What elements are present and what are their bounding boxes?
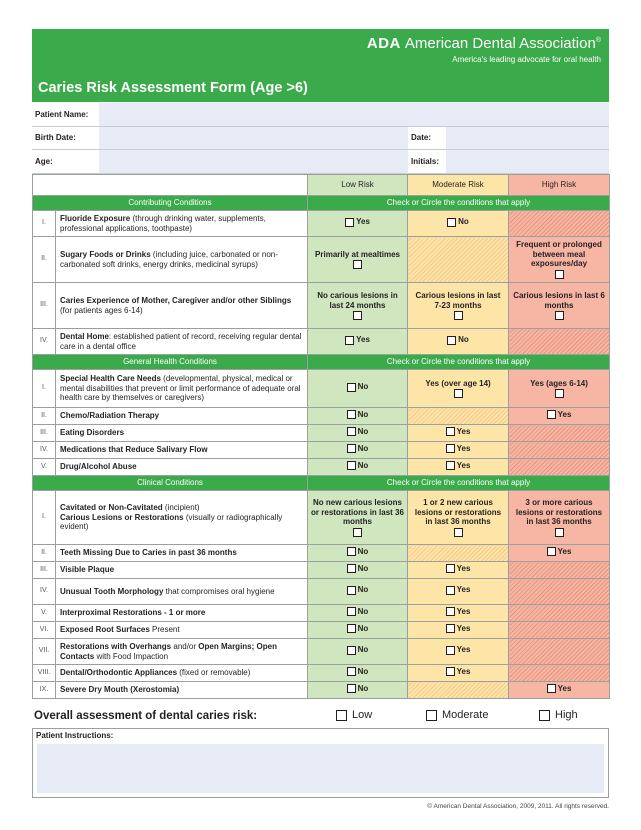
row-number: V. bbox=[33, 459, 56, 476]
condition-description: Teeth Missing Due to Caries in past 36 months bbox=[56, 545, 308, 562]
general-row-2-low-risk-cell[interactable] bbox=[308, 408, 408, 425]
clinical-row-8 bbox=[33, 665, 610, 682]
checkbox[interactable] bbox=[353, 528, 362, 537]
high-risk-option[interactable] bbox=[512, 498, 606, 537]
checkbox[interactable] bbox=[547, 547, 556, 556]
form-title: Caries Risk Assessment Form (Age >6) bbox=[38, 80, 308, 96]
clinical-row-5 bbox=[33, 605, 610, 622]
patient-instructions-field[interactable] bbox=[37, 744, 604, 793]
general-row-5 bbox=[33, 459, 610, 476]
checkbox[interactable] bbox=[347, 410, 356, 419]
low-risk-option[interactable] bbox=[311, 250, 404, 270]
contributing-row-4-low-risk-cell[interactable] bbox=[308, 329, 408, 355]
checkbox[interactable] bbox=[347, 624, 356, 633]
high-risk-option[interactable] bbox=[547, 684, 572, 694]
checkbox[interactable] bbox=[336, 710, 347, 721]
condition-description: Severe Dry Mouth (Xerostomia) bbox=[56, 682, 308, 699]
clinical-row-7-moderate-risk-cell[interactable] bbox=[408, 639, 509, 665]
moderate-risk-option[interactable] bbox=[446, 564, 471, 574]
option-label: No bbox=[357, 382, 369, 392]
date-label: Date: bbox=[411, 133, 432, 143]
checkbox[interactable] bbox=[446, 646, 455, 655]
general-row-5-moderate-risk-cell[interactable] bbox=[408, 459, 509, 476]
patient-name-field[interactable] bbox=[99, 103, 609, 126]
general-row-1-moderate-risk-cell[interactable] bbox=[408, 370, 509, 408]
section-title: Clinical Conditions bbox=[33, 476, 308, 491]
low-risk-header: Low Risk bbox=[308, 175, 408, 196]
checkbox[interactable] bbox=[446, 607, 455, 616]
clinical-row-5-high-risk-cell bbox=[509, 605, 610, 622]
low-risk-option[interactable] bbox=[347, 607, 369, 617]
clinical-row-3-high-risk-cell bbox=[509, 562, 610, 579]
option-label: Moderate bbox=[442, 709, 489, 721]
condition-description: Exposed Root Surfaces Present bbox=[56, 622, 308, 639]
clinical-row-2 bbox=[33, 545, 610, 562]
condition-description: Interproximal Restorations - 1 or more bbox=[56, 605, 308, 622]
row-number: IV. bbox=[33, 329, 56, 355]
option-label: No bbox=[357, 409, 369, 419]
contributing-row-2-low-risk-cell[interactable] bbox=[308, 237, 408, 283]
birth-date-field[interactable] bbox=[99, 127, 408, 150]
overall-moderate-option[interactable] bbox=[426, 709, 488, 721]
condition-description: Dental Home: established patient of record, receiving regular dental care in a dental office bbox=[56, 329, 308, 355]
row-number: V. bbox=[33, 605, 56, 622]
option-label: No bbox=[357, 623, 369, 633]
initials-field[interactable] bbox=[446, 150, 609, 173]
clinical-row-1-moderate-risk-cell[interactable] bbox=[408, 491, 509, 545]
checkbox[interactable] bbox=[446, 427, 455, 436]
row-number: I. bbox=[33, 370, 56, 408]
low-risk-option[interactable] bbox=[311, 291, 404, 321]
general-row-2 bbox=[33, 408, 610, 425]
row-number: IV. bbox=[33, 579, 56, 605]
option-label: Yes (over age 14) bbox=[425, 378, 491, 388]
moderate-risk-option[interactable] bbox=[411, 379, 505, 399]
copyright-notice: © American Dental Association, 2009, 2011. All rights reserved. bbox=[427, 803, 609, 810]
option-label: Yes bbox=[356, 217, 370, 227]
contributing-row-3-moderate-risk-cell[interactable] bbox=[408, 283, 509, 329]
low-risk-option[interactable] bbox=[347, 624, 369, 634]
section-instruction: Check or Circle the conditions that apply bbox=[308, 355, 610, 370]
clinical-row-6 bbox=[33, 622, 610, 639]
condition-description: Eating Disorders bbox=[56, 425, 308, 442]
option-label: 1 or 2 new carious lesions or restorations in last 36 months bbox=[414, 497, 502, 527]
checkbox[interactable] bbox=[454, 389, 463, 398]
general-row-1 bbox=[33, 370, 610, 408]
high-risk-option[interactable] bbox=[512, 379, 606, 399]
high-risk-option[interactable] bbox=[547, 410, 572, 420]
general-row-1-high-risk-cell[interactable] bbox=[509, 370, 610, 408]
general-row-5-low-risk-cell[interactable] bbox=[308, 459, 408, 476]
checkbox[interactable] bbox=[446, 624, 455, 633]
clinical-row-6-moderate-risk-cell[interactable] bbox=[408, 622, 509, 639]
clinical-row-6-high-risk-cell bbox=[509, 622, 610, 639]
option-label: Carious lesions in last 6 months bbox=[513, 290, 605, 310]
option-label: Yes bbox=[456, 606, 471, 616]
risk-column-headers bbox=[33, 175, 610, 196]
checkbox[interactable] bbox=[454, 311, 463, 320]
clinical-row-7-high-risk-cell bbox=[509, 639, 610, 665]
low-risk-option[interactable] bbox=[347, 547, 369, 557]
option-label: Yes bbox=[557, 546, 572, 556]
contributing-row-4-high-risk-cell bbox=[509, 329, 610, 355]
high-risk-option[interactable] bbox=[512, 291, 606, 321]
row-number: II. bbox=[33, 408, 56, 425]
general-row-3-low-risk-cell[interactable] bbox=[308, 425, 408, 442]
clinical-row-9-low-risk-cell[interactable] bbox=[308, 682, 408, 699]
condition-description: Unusual Tooth Morphology that compromises oral hygiene bbox=[56, 579, 308, 605]
option-label: No bbox=[357, 585, 369, 595]
moderate-risk-option[interactable] bbox=[447, 217, 469, 227]
condition-description: Chemo/Radiation Therapy bbox=[56, 408, 308, 425]
moderate-risk-option[interactable] bbox=[446, 585, 471, 595]
patient-instructions-box bbox=[32, 728, 609, 798]
general-row-4-high-risk-cell bbox=[509, 442, 610, 459]
option-label: No bbox=[357, 683, 369, 693]
clinical-row-8-moderate-risk-cell[interactable] bbox=[408, 665, 509, 682]
contributing-row-1-moderate-risk-cell[interactable] bbox=[408, 211, 509, 237]
clinical-row-5-moderate-risk-cell[interactable] bbox=[408, 605, 509, 622]
checkbox[interactable] bbox=[347, 586, 356, 595]
general-row-4-low-risk-cell[interactable] bbox=[308, 442, 408, 459]
contributing-row-3 bbox=[33, 283, 610, 329]
option-label: No bbox=[357, 666, 369, 676]
checkbox[interactable] bbox=[547, 684, 556, 693]
contributing-row-3-low-risk-cell[interactable] bbox=[308, 283, 408, 329]
org-abbreviation: ADA bbox=[366, 35, 401, 52]
option-label: Yes bbox=[456, 645, 471, 655]
moderate-risk-option[interactable] bbox=[411, 498, 505, 537]
contributing-row-1-low-risk-cell[interactable] bbox=[308, 211, 408, 237]
checkbox[interactable] bbox=[447, 336, 456, 345]
patient-info-section bbox=[32, 103, 609, 174]
checkbox[interactable] bbox=[347, 684, 356, 693]
clinical-row-7 bbox=[33, 639, 610, 665]
patient-name-row bbox=[32, 103, 609, 127]
option-label: Yes bbox=[557, 683, 572, 693]
overall-low-option[interactable] bbox=[336, 709, 372, 721]
option-label: No bbox=[458, 217, 469, 227]
low-risk-option[interactable] bbox=[347, 444, 369, 454]
date-field[interactable] bbox=[446, 127, 609, 150]
clinical-row-4-high-risk-cell bbox=[509, 579, 610, 605]
row-number: I. bbox=[33, 211, 56, 237]
section-header-general bbox=[33, 355, 610, 370]
row-number: III. bbox=[33, 283, 56, 329]
row-number: IV. bbox=[33, 442, 56, 459]
moderate-risk-header: Moderate Risk bbox=[408, 175, 509, 196]
moderate-risk-option[interactable] bbox=[446, 427, 471, 437]
checkbox[interactable] bbox=[446, 444, 455, 453]
condition-description: Medications that Reduce Salivary Flow bbox=[56, 442, 308, 459]
clinical-row-2-moderate-risk-cell bbox=[408, 545, 509, 562]
moderate-risk-option[interactable] bbox=[447, 335, 469, 345]
option-label: Yes bbox=[557, 409, 572, 419]
option-label: Carious lesions in last 7-23 months bbox=[415, 290, 501, 310]
birth-date-label: Birth Date: bbox=[35, 133, 76, 143]
option-label: Primarily at mealtimes bbox=[315, 249, 400, 259]
checkbox[interactable] bbox=[345, 218, 354, 227]
low-risk-option[interactable] bbox=[347, 684, 369, 694]
high-risk-option[interactable] bbox=[547, 547, 572, 557]
low-risk-option[interactable] bbox=[347, 382, 369, 392]
checkbox[interactable] bbox=[447, 218, 456, 227]
moderate-risk-option[interactable] bbox=[446, 607, 471, 617]
checkbox[interactable] bbox=[446, 667, 455, 676]
org-name: American Dental Association bbox=[404, 35, 596, 52]
checkbox[interactable] bbox=[353, 260, 362, 269]
option-label: Low bbox=[352, 709, 373, 721]
option-label: No new carious lesions or restorations in last 36 months bbox=[311, 497, 404, 527]
overall-assessment-label: Overall assessment of dental caries risk: bbox=[34, 710, 258, 722]
patient-name-label: Patient Name: bbox=[35, 109, 89, 119]
condition-description: Sugary Foods or Drinks (including juice, carbonated or non-carbonated soft drinks, energy drinks, medicinal syrups) bbox=[56, 237, 308, 283]
clinical-row-8-low-risk-cell[interactable] bbox=[308, 665, 408, 682]
row-number: I. bbox=[33, 491, 56, 545]
general-row-3 bbox=[33, 425, 610, 442]
low-risk-option[interactable] bbox=[347, 564, 369, 574]
row-number: VIII. bbox=[33, 665, 56, 682]
option-label: Yes bbox=[456, 585, 471, 595]
low-risk-option[interactable] bbox=[311, 498, 404, 537]
contributing-row-4 bbox=[33, 329, 610, 355]
option-label: No bbox=[458, 335, 469, 345]
clinical-row-3-low-risk-cell[interactable] bbox=[308, 562, 408, 579]
contributing-row-2 bbox=[33, 237, 610, 283]
low-risk-option[interactable] bbox=[347, 410, 369, 420]
clinical-row-6-low-risk-cell[interactable] bbox=[308, 622, 408, 639]
low-risk-option[interactable] bbox=[347, 585, 369, 595]
general-row-4-moderate-risk-cell[interactable] bbox=[408, 442, 509, 459]
condition-description: Drug/Alcohol Abuse bbox=[56, 459, 308, 476]
option-label: No bbox=[357, 563, 369, 573]
section-title: Contributing Conditions bbox=[33, 196, 308, 211]
contributing-row-2-high-risk-cell[interactable] bbox=[509, 237, 610, 283]
general-row-2-moderate-risk-cell bbox=[408, 408, 509, 425]
overall-high-option[interactable] bbox=[539, 709, 578, 721]
moderate-risk-option[interactable] bbox=[446, 667, 471, 677]
age-field[interactable] bbox=[99, 150, 408, 173]
moderate-risk-option[interactable] bbox=[411, 291, 505, 321]
clinical-row-9-high-risk-cell[interactable] bbox=[509, 682, 610, 699]
org-tagline: America's leading advocate for oral health bbox=[452, 55, 601, 64]
section-header-clinical bbox=[33, 476, 610, 491]
checkbox[interactable] bbox=[426, 710, 437, 721]
organization-branding bbox=[367, 35, 601, 64]
checkbox[interactable] bbox=[555, 389, 564, 398]
checkbox[interactable] bbox=[555, 311, 564, 320]
high-risk-header: High Risk bbox=[509, 175, 610, 196]
low-risk-option[interactable] bbox=[345, 335, 370, 345]
contributing-row-3-high-risk-cell[interactable] bbox=[509, 283, 610, 329]
checkbox[interactable] bbox=[347, 461, 356, 470]
section-header-contributing bbox=[33, 196, 610, 211]
patient-instructions-label: Patient Instructions: bbox=[36, 731, 114, 740]
checkbox[interactable] bbox=[353, 311, 362, 320]
option-label: No bbox=[357, 460, 369, 470]
checkbox[interactable] bbox=[555, 270, 564, 279]
checkbox[interactable] bbox=[454, 528, 463, 537]
option-label: Yes bbox=[456, 563, 471, 573]
contributing-row-2-moderate-risk-cell bbox=[408, 237, 509, 283]
checkbox[interactable] bbox=[347, 667, 356, 676]
row-number: IX. bbox=[33, 682, 56, 699]
condition-description: Fluoride Exposure (through drinking water, supplements, professional applications, toothpaste) bbox=[56, 211, 308, 237]
checkbox[interactable] bbox=[347, 444, 356, 453]
option-label: High bbox=[555, 709, 578, 721]
row-number: II. bbox=[33, 545, 56, 562]
high-risk-option[interactable] bbox=[512, 240, 606, 279]
option-label: Yes bbox=[456, 623, 471, 633]
age-label: Age: bbox=[35, 156, 53, 166]
option-label: Yes bbox=[456, 426, 471, 436]
clinical-row-3-moderate-risk-cell[interactable] bbox=[408, 562, 509, 579]
clinical-row-2-high-risk-cell[interactable] bbox=[509, 545, 610, 562]
moderate-risk-option[interactable] bbox=[446, 624, 471, 634]
checkbox[interactable] bbox=[347, 547, 356, 556]
option-label: No bbox=[357, 546, 369, 556]
checkbox[interactable] bbox=[555, 528, 564, 537]
option-label: Yes bbox=[456, 443, 471, 453]
checkbox[interactable] bbox=[345, 336, 354, 345]
checkbox[interactable] bbox=[547, 410, 556, 419]
clinical-row-4-moderate-risk-cell[interactable] bbox=[408, 579, 509, 605]
row-number: II. bbox=[33, 237, 56, 283]
form-header bbox=[32, 29, 609, 102]
section-title: General Health Conditions bbox=[33, 355, 308, 370]
general-row-1-low-risk-cell[interactable] bbox=[308, 370, 408, 408]
option-label: Yes bbox=[456, 460, 471, 470]
option-label: No bbox=[357, 443, 369, 453]
clinical-row-1-low-risk-cell[interactable] bbox=[308, 491, 408, 545]
general-row-3-moderate-risk-cell[interactable] bbox=[408, 425, 509, 442]
low-risk-option[interactable] bbox=[347, 667, 369, 677]
moderate-risk-option[interactable] bbox=[446, 461, 471, 471]
general-row-5-high-risk-cell bbox=[509, 459, 610, 476]
condition-description: Cavitated or Non-Cavitated (incipient) Carious Lesions or Restorations (visually or radiographically evident) bbox=[56, 491, 308, 545]
registered-mark: ® bbox=[595, 37, 601, 44]
checkbox[interactable] bbox=[347, 564, 356, 573]
option-label: 3 or more carious lesions or restorations in last 36 months bbox=[515, 497, 603, 527]
option-label: No bbox=[357, 426, 369, 436]
clinical-row-7-low-risk-cell[interactable] bbox=[308, 639, 408, 665]
moderate-risk-option[interactable] bbox=[446, 645, 471, 655]
contributing-row-1 bbox=[33, 211, 610, 237]
clinical-row-9-moderate-risk-cell bbox=[408, 682, 509, 699]
contributing-row-1-high-risk-cell bbox=[509, 211, 610, 237]
condition-description: Restorations with Overhangs and/or Open Margins; Open Contacts with Food Impaction bbox=[56, 639, 308, 665]
checkbox[interactable] bbox=[446, 586, 455, 595]
checkbox[interactable] bbox=[446, 461, 455, 470]
row-number: VI. bbox=[33, 622, 56, 639]
age-row bbox=[32, 150, 609, 174]
clinical-row-3 bbox=[33, 562, 610, 579]
option-label: No bbox=[357, 606, 369, 616]
moderate-risk-option[interactable] bbox=[446, 444, 471, 454]
option-label: Yes bbox=[356, 335, 370, 345]
checkbox[interactable] bbox=[347, 607, 356, 616]
option-label: Yes bbox=[456, 666, 471, 676]
clinical-row-4-low-risk-cell[interactable] bbox=[308, 579, 408, 605]
clinical-row-8-high-risk-cell bbox=[509, 665, 610, 682]
risk-assessment-table bbox=[32, 174, 610, 699]
low-risk-option[interactable] bbox=[347, 645, 369, 655]
section-instruction: Check or Circle the conditions that apply bbox=[308, 476, 610, 491]
row-number: III. bbox=[33, 425, 56, 442]
clinical-row-4 bbox=[33, 579, 610, 605]
low-risk-option[interactable] bbox=[347, 461, 369, 471]
contributing-row-4-moderate-risk-cell[interactable] bbox=[408, 329, 509, 355]
option-label: No carious lesions in last 24 months bbox=[317, 290, 398, 310]
clinical-row-2-low-risk-cell[interactable] bbox=[308, 545, 408, 562]
checkbox[interactable] bbox=[347, 383, 356, 392]
clinical-row-1-high-risk-cell[interactable] bbox=[509, 491, 610, 545]
condition-description: Visible Plaque bbox=[56, 562, 308, 579]
general-row-4 bbox=[33, 442, 610, 459]
checkbox[interactable] bbox=[347, 646, 356, 655]
row-number: III. bbox=[33, 562, 56, 579]
general-row-2-high-risk-cell[interactable] bbox=[509, 408, 610, 425]
low-risk-option[interactable] bbox=[345, 217, 370, 227]
birth-date-row bbox=[32, 127, 609, 151]
overall-assessment bbox=[34, 708, 609, 726]
condition-description: Special Health Care Needs (developmental, physical, medical or mental disabilities that prevent or limit performance of adequate oral health care by themselves or caregivers) bbox=[56, 370, 308, 408]
condition-description: Dental/Orthodontic Appliances (fixed or removable) bbox=[56, 665, 308, 682]
section-instruction: Check or Circle the conditions that apply bbox=[308, 196, 610, 211]
row-number: VII. bbox=[33, 639, 56, 665]
condition-description: Caries Experience of Mother, Caregiver and/or other Siblings (for patients ages 6-14) bbox=[56, 283, 308, 329]
clinical-row-9 bbox=[33, 682, 610, 699]
clinical-row-5-low-risk-cell[interactable] bbox=[308, 605, 408, 622]
checkbox[interactable] bbox=[539, 710, 550, 721]
initials-label: Initials: bbox=[411, 156, 440, 166]
checkbox[interactable] bbox=[347, 427, 356, 436]
general-row-3-high-risk-cell bbox=[509, 425, 610, 442]
option-label: No bbox=[357, 645, 369, 655]
checkbox[interactable] bbox=[446, 564, 455, 573]
clinical-row-1 bbox=[33, 491, 610, 545]
low-risk-option[interactable] bbox=[347, 427, 369, 437]
option-label: Frequent or prolonged between meal exposures/day bbox=[516, 239, 602, 269]
option-label: Yes (ages 6-14) bbox=[530, 378, 588, 388]
